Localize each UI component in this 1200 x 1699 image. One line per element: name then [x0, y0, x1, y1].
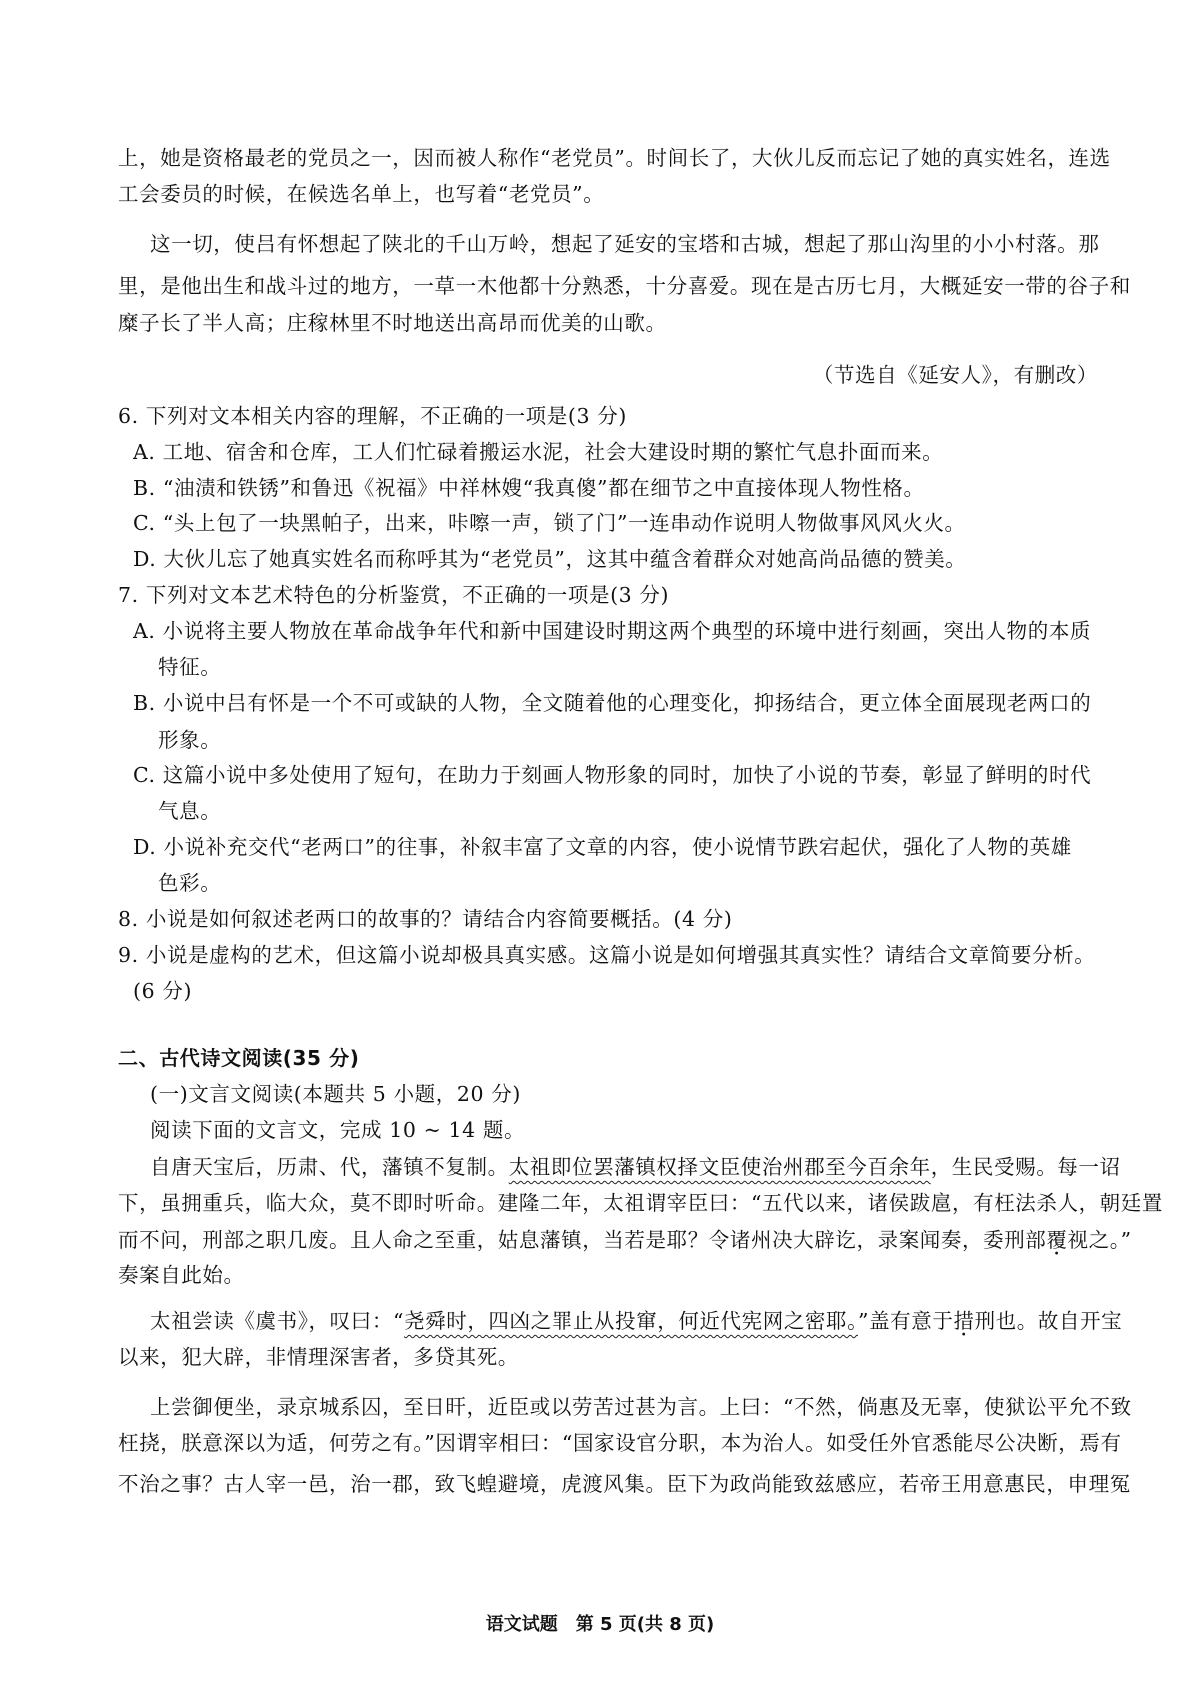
classical-text-line	[150, 1306, 1130, 1336]
passage-line: 上，她是资格最老的党员之一，因而被人称作“老党员”。时间长了，大伙儿反而忘记了她的真实姓名，连选	[118, 146, 1111, 170]
classical-text: ”盖有意于	[857, 1309, 954, 1333]
classical-text: 而不问，刑部之职几废。且人命之至重，姑息藩镇，当若是耶？令诸州决大辟讫，录案闻奏，委刑部	[118, 1228, 1047, 1252]
passage-line: 里，是他出生和战斗过的地方，一草一木他都十分熟悉，十分喜爱。现在是古历七月，大概延安一带的谷子和	[118, 274, 1131, 298]
question-9: 9. 小说是虚构的艺术，但这篇小说却极具真实感。这篇小说是如何增强其真实性？请结合文章简要分析。	[118, 943, 1096, 967]
classical-text-line: 枉挠，朕意深以为适，何劳之有。”因谓宰相曰：“国家设官分职，本为治人。如受任外官悉能尽公决断，焉有	[118, 1431, 1122, 1455]
question-6-stem: 6. 下列对文本相关内容的理解，不正确的一项是(3 分)	[118, 404, 627, 428]
question-6-option-d: D. 大伙儿忘了她真实姓名而称呼其为“老党员”，这其中蕴含着群众对她高尚品德的赞美。	[133, 547, 967, 571]
question-7-option-b: B. 小说中吕有怀是一个不可或缺的人物，全文随着他的心理变化，抑扬结合，更立体全面展现老两口的	[133, 691, 1092, 715]
classical-text-line: 下，虽拥重兵，临大众，莫不即时听命。建隆二年，太祖谓宰臣曰：“五代以来，诸侯跋扈，有枉法杀人，朝廷置	[118, 1191, 1163, 1215]
reading-instruction: 阅读下面的文言文，完成 10 ~ 14 题。	[150, 1118, 526, 1142]
question-7-option-b-cont: 形象。	[158, 728, 222, 752]
classical-text: 太祖尝读《虞书》，叹曰：“	[150, 1309, 405, 1333]
page-footer: 语文试题 第 5 页(共 8 页)	[485, 1614, 715, 1635]
passage-source: （节选自《延安人》，有删改）	[812, 363, 1098, 387]
question-7-option-d: D. 小说补充交代“老两口”的往事，补叙丰富了文章的内容，使小说情节跌宕起伏，强化了人物的英雄	[133, 835, 1072, 859]
section-title: 二、古代诗文阅读(35 分)	[118, 1046, 360, 1070]
passage-line: 这一切，使吕有怀想起了陕北的千山万岭，想起了延安的宝塔和古城，想起了那山沟里的小小村落。那	[150, 232, 1100, 256]
classical-text: 自唐天宝后，历肃、代，藩镇不复制。	[150, 1155, 509, 1179]
passage-line: 工会委员的时候，在候选名单上，也写着“老党员”。	[118, 182, 605, 206]
classical-text-line: 以来，犯大辟，非情理深害者，多贷其死。	[118, 1345, 519, 1369]
question-6-option-a: A. 工地、宿舍和仓库，工人们忙碌着搬运水泥，社会大建设时期的繁忙气息扑面而来。	[133, 440, 944, 464]
question-7-option-a: A. 小说将主要人物放在革命战争年代和新中国建设时期这两个典型的环境中进行刻画，突出人物的本质	[133, 619, 1092, 643]
underlined-sentence: 尧舜时，四凶之罪止从投窜，何近代宪网之密耶。	[404, 1309, 858, 1333]
question-7-option-a-cont: 特征。	[158, 655, 222, 679]
question-8: 8. 小说是如何叙述老两口的故事的？请结合内容简要概括。(4 分)	[118, 907, 733, 931]
dotted-word: 覆	[1046, 1228, 1068, 1252]
passage-line: 糜子长了半人高；庄稼林里不时地送出高昂而优美的山歌。	[118, 311, 667, 335]
classical-text: ，生民受赐。每一诏	[930, 1155, 1121, 1179]
question-6-option-b: B. “油渍和铁锈”和鲁迅《祝福》中祥林嫂“我真傻”都在细节之中直接体现人物性格。	[133, 476, 925, 500]
classical-text: 视之。”	[1067, 1228, 1132, 1252]
classical-text: 刑也。故自开宝	[974, 1309, 1123, 1333]
classical-text-line	[118, 1225, 1132, 1255]
question-7-option-c: C. 这篇小说中多处使用了短句，在助力于刻画人物形象的同时，加快了小说的节奏，彰显了鲜明的时代	[133, 763, 1092, 787]
dotted-word: 措	[953, 1309, 975, 1333]
question-9-score: (6 分)	[133, 979, 193, 1003]
question-7-option-c-cont: 气息。	[158, 799, 222, 823]
classical-text-line	[150, 1152, 1130, 1182]
classical-text-line: 奏案自此始。	[118, 1263, 245, 1287]
question-7-option-d-cont: 色彩。	[158, 871, 222, 895]
subsection-title: (一)文言文阅读(本题共 5 小题，20 分)	[150, 1082, 521, 1106]
question-6-option-c: C. “头上包了一块黑帕子，出来，咔嚓一声，锁了门”一连串动作说明人物做事风风火火。	[133, 511, 966, 535]
classical-text-line: 上尝御便坐，录京城系囚，至日旰，近臣或以劳苦过甚为言。上曰：“不然，倘惠及无辜，使狱讼平允不致	[150, 1395, 1132, 1419]
underlined-sentence: 太祖即位罢藩镇权择文臣使治州郡至今百余年	[508, 1155, 931, 1179]
question-7-stem: 7. 下列对文本艺术特色的分析鉴赏，不正确的一项是(3 分)	[118, 583, 670, 607]
classical-text-line: 不治之事？古人宰一邑，治一郡，致飞蝗避境，虎渡风集。臣下为政尚能致兹感应，若帝王用意惠民，申理冤	[118, 1472, 1131, 1496]
